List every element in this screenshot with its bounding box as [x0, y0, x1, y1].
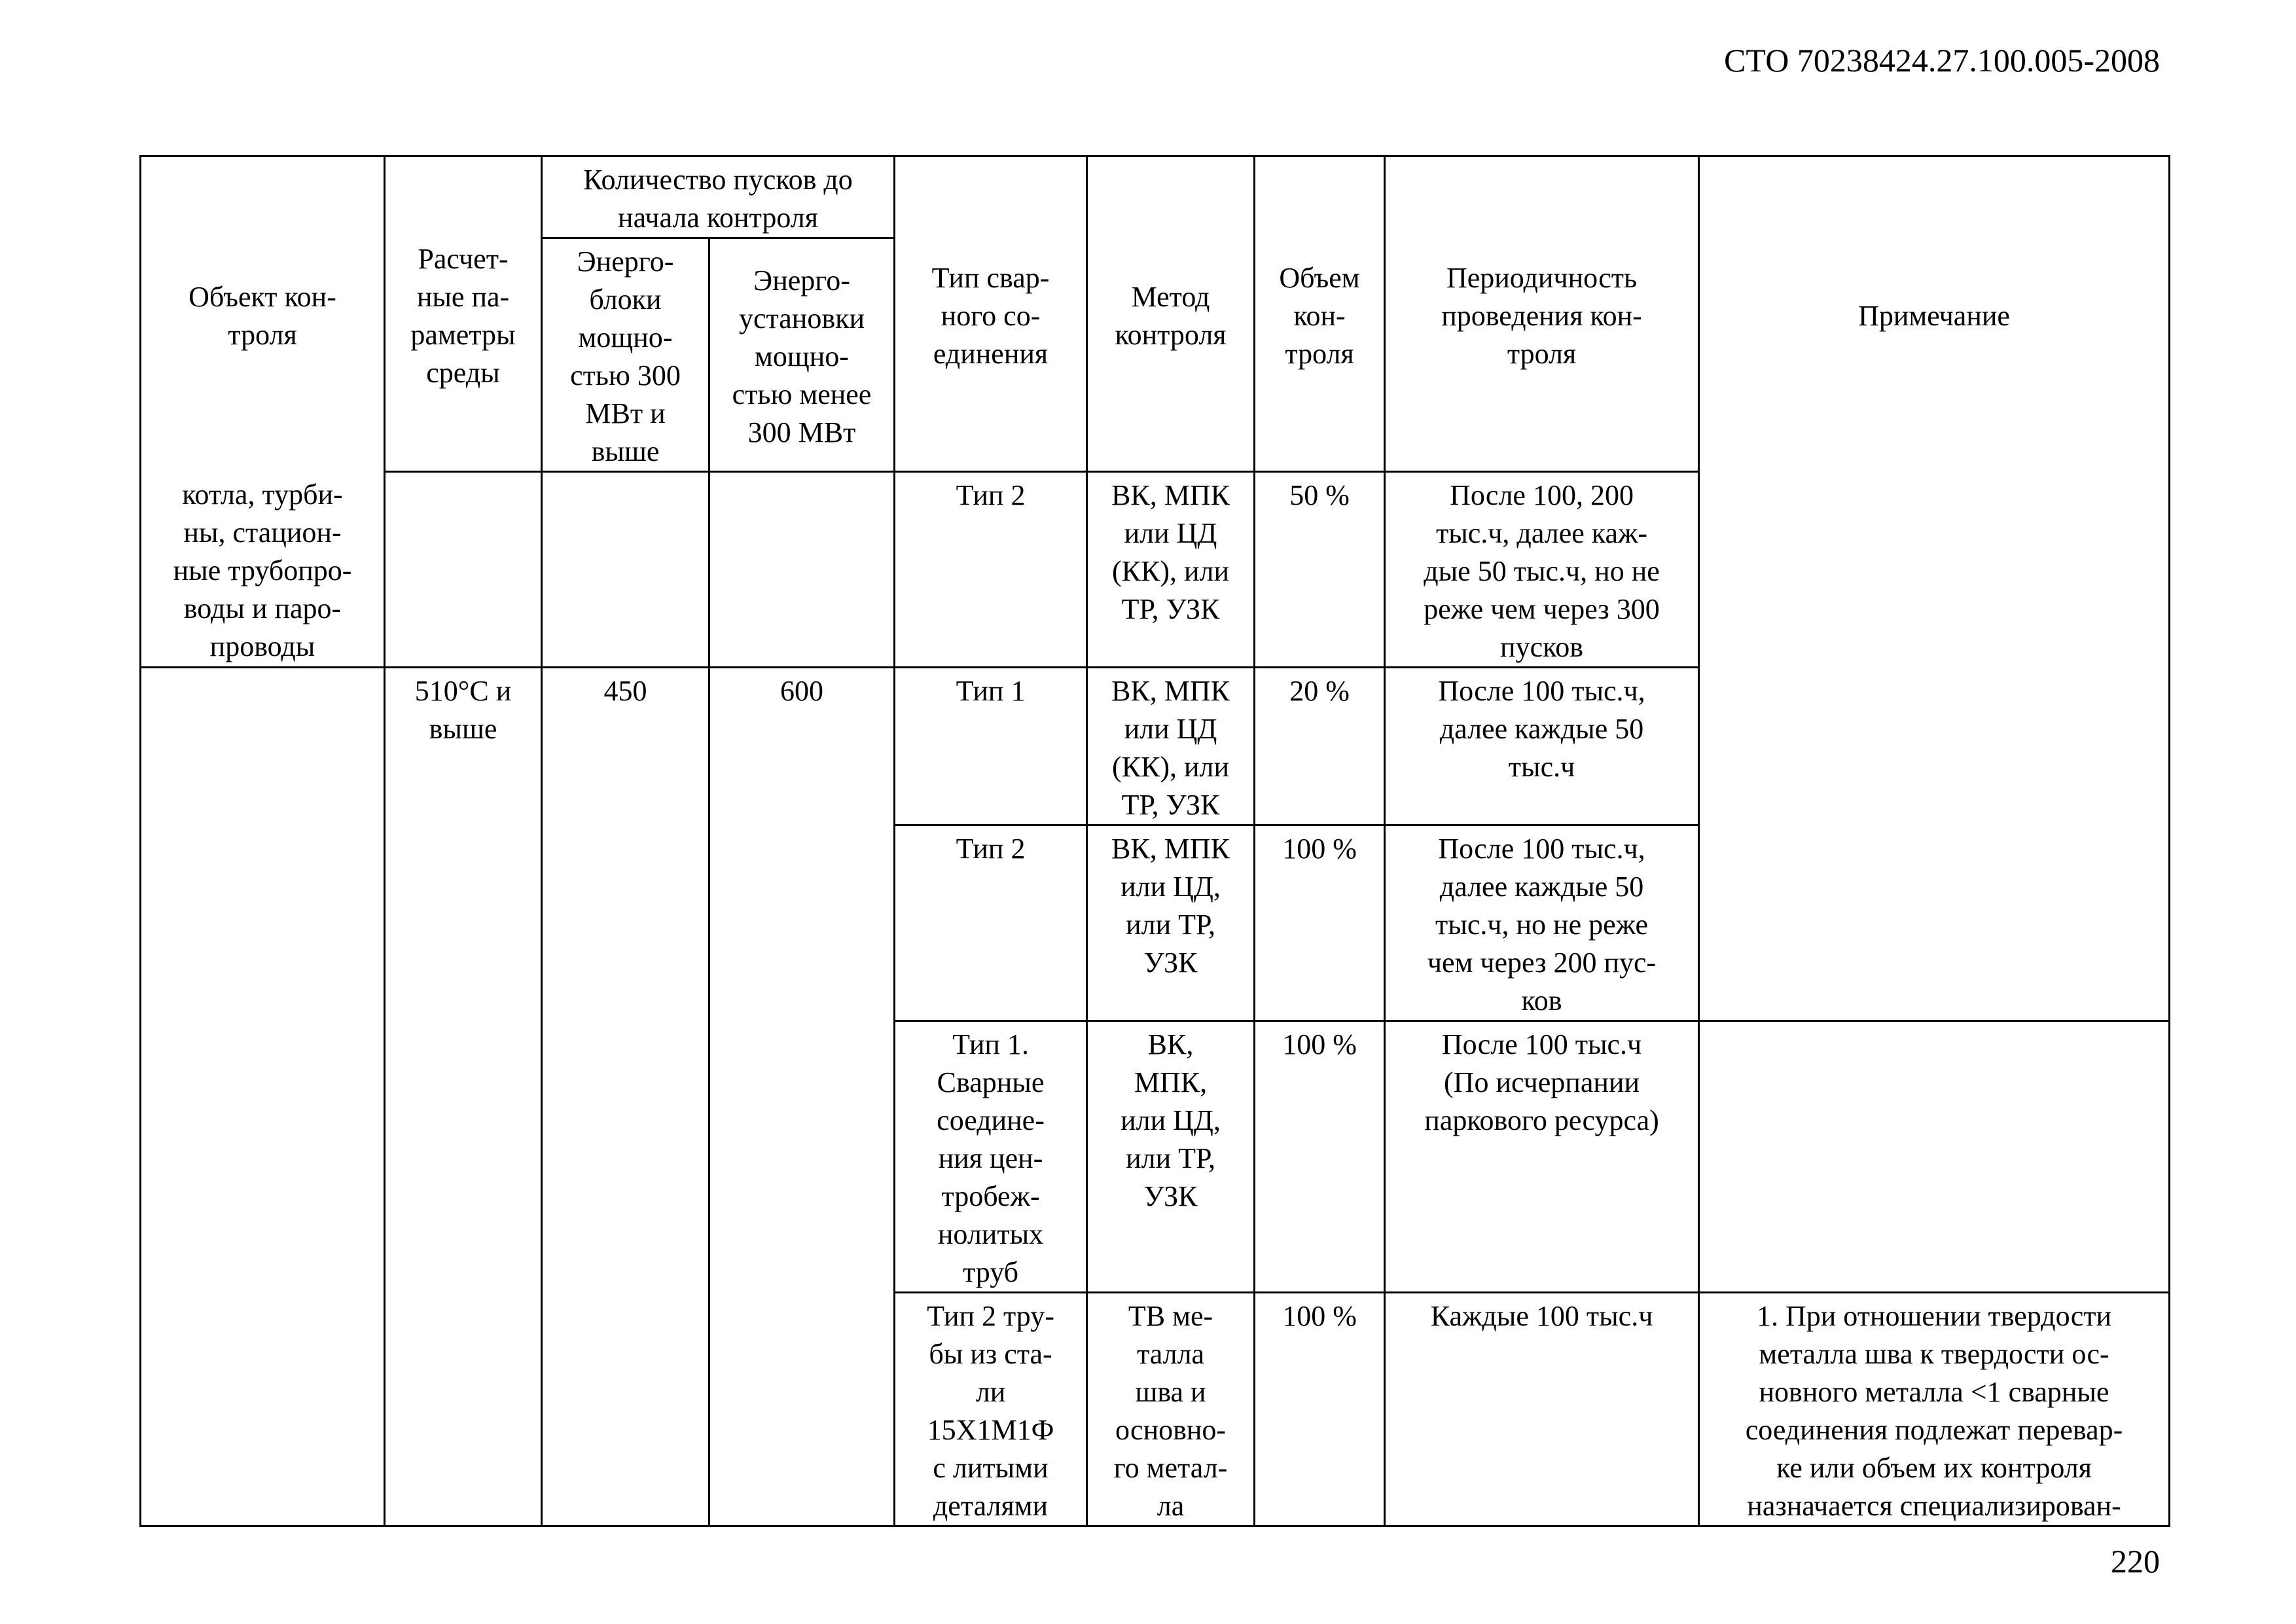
cell-weld-type: Тип 2 тру- бы из ста- ли 15Х1М1Ф с литыми деталями [895, 1293, 1087, 1526]
col-header-method: Метод контроля [1087, 156, 1255, 472]
cell-method: ВК, МПК, или ЦД, или ТР, УЗК [1087, 1021, 1255, 1293]
inspection-table [139, 155, 2170, 1527]
cell-starts-less-300: 600 [709, 668, 895, 1526]
cell-method: ВК, МПК или ЦД (КК), или ТР, УЗК [1087, 472, 1255, 668]
col-header-weld-type: Тип свар- ного со- единения [895, 156, 1087, 472]
cell-weld-type: Тип 1. Сварные соедине- ния цен- тробеж- нолитых труб [895, 1021, 1087, 1293]
cell-params [385, 472, 542, 668]
cell-starts-300-plus: 450 [542, 668, 709, 1526]
cell-params: 510°С и выше [385, 668, 542, 1526]
col-header-params: Расчет- ные па- раметры среды [385, 156, 542, 472]
col-header-starts-less-300: Энерго- установки мощно- стью менее 300 МВт [709, 238, 895, 472]
page-number: 220 [2111, 1543, 2160, 1579]
cell-volume: 100 % [1255, 1021, 1385, 1293]
cell-object: котла, турби- ны, стацион- ные трубопро- воды и паро- проводы [141, 472, 385, 668]
cell-method: ВК, МПК или ЦД (КК), или ТР, УЗК [1087, 668, 1255, 825]
cell-starts-300-plus [542, 472, 709, 668]
col-header-object: Объект кон- троля [141, 156, 385, 472]
cell-volume: 20 % [1255, 668, 1385, 825]
document-code: СТО 70238424.27.100.005-2008 [1724, 42, 2160, 79]
cell-periodicity: После 100 тыс.ч (По исчерпании паркового ресурса) [1385, 1021, 1699, 1293]
cell-weld-type: Тип 2 [895, 825, 1087, 1021]
cell-starts-less-300 [709, 472, 895, 668]
cell-note [1699, 1021, 2170, 1293]
cell-periodicity: После 100 тыс.ч, далее каждые 50 тыс.ч [1385, 668, 1699, 825]
cell-weld-type: Тип 2 [895, 472, 1087, 668]
cell-volume: 50 % [1255, 472, 1385, 668]
cell-periodicity: Каждые 100 тыс.ч [1385, 1293, 1699, 1526]
cell-object [141, 668, 385, 1526]
col-header-starts-300-plus: Энерго- блоки мощно- стью 300 МВт и выше [542, 238, 709, 472]
cell-weld-type: Тип 1 [895, 668, 1087, 825]
col-header-starts-group: Количество пусков до начала контроля [542, 156, 895, 238]
cell-method: ВК, МПК или ЦД, или ТР, УЗК [1087, 825, 1255, 1021]
cell-volume: 100 % [1255, 825, 1385, 1021]
cell-note: 1. При отношении твердости металла шва к твердости ос- новного металла <1 сварные соединения подлежат перевар- ке или объем их контроля назначается специализирован- [1699, 1293, 2170, 1526]
table-row [141, 472, 2170, 668]
cell-periodicity: После 100 тыс.ч, далее каждые 50 тыс.ч, но не реже чем через 200 пус- ков [1385, 825, 1699, 1021]
cell-periodicity: После 100, 200 тыс.ч, далее каж- дые 50 тыс.ч, но не реже чем через 300 пусков [1385, 472, 1699, 668]
col-header-periodicity: Периодичность проведения кон- троля [1385, 156, 1699, 472]
col-header-note: Примечание [1699, 156, 2170, 472]
cell-method: ТВ ме- талла шва и основно- го метал- ла [1087, 1293, 1255, 1526]
cell-volume: 100 % [1255, 1293, 1385, 1526]
col-header-volume: Объем кон- троля [1255, 156, 1385, 472]
cell-note [1699, 472, 2170, 1021]
